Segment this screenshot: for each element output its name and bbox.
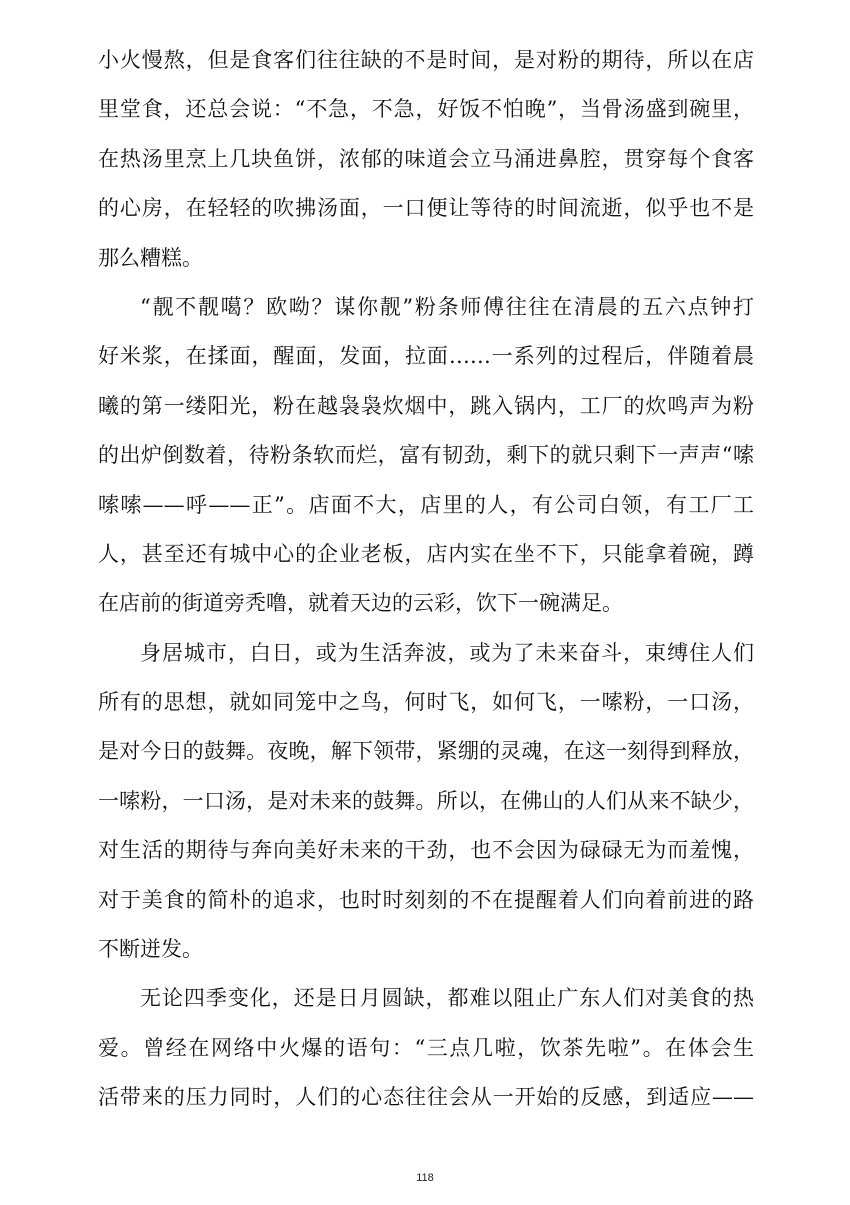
text-line: 是对今日的鼓舞。夜晚，解下领带，紧绷的灵魂，在这一刻得到释放，	[98, 739, 754, 764]
text-line: 不断迸发。	[98, 937, 203, 962]
text-line: 人，甚至还有城中心的企业老板，店内实在坐不下，只能拿着碗，蹲	[98, 541, 754, 566]
text-line: 的心房，在轻轻的吹拂汤面，一口便让等待的时间流逝，似乎也不是	[98, 196, 754, 221]
text-line: 小火慢熬，但是食客们往往缺的不是时间，是对粉的期待，所以在店	[98, 48, 754, 72]
body-text	[98, 36, 754, 1123]
text-line: 一嗦粉，一口汤，是对未来的鼓舞。所以，在佛山的人们从来不缺少，	[98, 788, 754, 813]
text-line: 身居城市，白日，或为生活奔波，或为了未来奋斗，束缚住人们	[140, 640, 754, 665]
text-line: “靓不靓噶？欧呦？谋你靓”粉条师傅往往在清晨的五六点钟打	[140, 294, 754, 319]
page-number: 118	[416, 1172, 434, 1184]
text-line: 嗦嗦——呼——正”。店面不大，店里的人，有公司白领，有工厂工	[98, 492, 754, 517]
text-line: 那么糟糕。	[98, 245, 203, 270]
text-line: 无论四季变化，还是日月圆缺，都难以阻止广东人们对美食的热	[140, 986, 754, 1011]
text-line: 爱。曾经在网络中火爆的语句：“三点几啦，饮茶先啦”。在体会生	[98, 1035, 754, 1060]
text-line: 活带来的压力同时，人们的心态往往会从一开始的反感，到适应——	[98, 1085, 754, 1110]
text-line: 里堂食，还总会说：“不急，不急，好饭不怕晚”，当骨汤盛到碗里，	[98, 97, 754, 122]
text-line: 在热汤里烹上几块鱼饼，浓郁的味道会立马涌进鼻腔，贯穿每个食客	[98, 146, 754, 171]
text-line: 对生活的期待与奔向美好未来的干劲，也不会因为碌碌无为而羞愧，	[98, 838, 754, 863]
text-line: 在店前的街道旁秃噜，就着天边的云彩，饮下一碗满足。	[98, 591, 623, 616]
text-line: 好米浆，在揉面，醒面，发面，拉面……一系列的过程后，伴随着晨	[98, 344, 754, 369]
text-line: 所有的思想，就如同笼中之鸟，何时飞，如何飞，一嗦粉，一口汤，	[98, 690, 754, 715]
text-line: 的出炉倒数着，待粉条软而烂，富有韧劲，剩下的就只剩下一声声“嗦	[98, 443, 754, 468]
text-line: 曦的第一缕阳光，粉在越袅袅炊烟中，跳入锅内，工厂的炊鸣声为粉	[98, 393, 754, 418]
text-line: 对于美食的简朴的追求，也时时刻刻的不在提醒着人们向着前进的路	[98, 887, 754, 912]
